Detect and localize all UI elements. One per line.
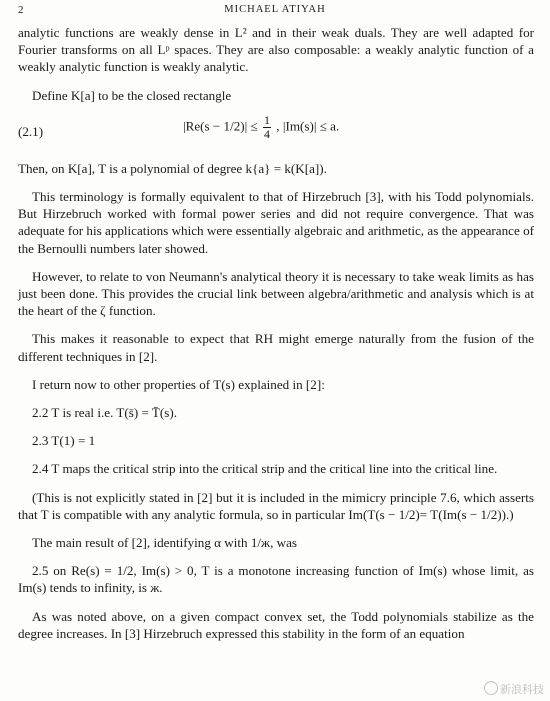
fraction-denominator: 4 xyxy=(264,126,271,141)
watermark-text: 新浪科技 xyxy=(500,683,544,696)
page-body xyxy=(18,24,534,642)
paragraph-mimicry-principle: (This is not explicitly stated in [2] but it is included in the mimicry principle 7.6, which asserts that T is compatible with any analytic formula, so in particular Im(T(s − 1/2)= T(Im(s − 1/2)).) xyxy=(18,489,534,522)
page-number: 2 xyxy=(18,4,24,16)
equation-2-1 xyxy=(18,114,534,150)
paragraph-main-result: The main result of [2], identifying α with 1/ж, was xyxy=(32,535,298,551)
paragraph-define-rectangle: Define K[a] to be the closed rectangle xyxy=(32,87,232,103)
paragraph-other-properties: I return now to other properties of T(s) explained in [2]: xyxy=(32,376,325,392)
equation-fraction xyxy=(263,114,271,141)
property-2-5: 2.5 on Re(s) = 1/2, Im(s) > 0, T is a monotone increasing function of Im(s) whose limit, as Im(s) tends to infinity, is ж. xyxy=(18,563,534,596)
equation-left: |Re(s − 1/2)| ≤ xyxy=(183,118,258,134)
property-2-4: 2.4 T maps the critical strip into the critical strip and the critical line into the critical line. xyxy=(32,461,498,477)
fraction-numerator: 1 xyxy=(264,112,271,127)
property-2-2: 2.2 T is real i.e. T(s̄) = T̄(s). xyxy=(32,405,177,421)
running-head: MICHAEL ATIYAH xyxy=(224,4,326,15)
page-header xyxy=(18,4,532,20)
paragraph-von-neumann: However, to relate to von Neumann's analytical theory it is necessary to take weak limits as has just been done. This provides the crucial link between algebra/arithmetic and analysis which is at the heart of the ζ function. xyxy=(18,268,534,319)
property-2-3: 2.3 T(1) = 1 xyxy=(32,433,96,449)
paragraph-polynomial-degree: Then, on K[a], T is a polynomial of degree k{a} = k(K[a]). xyxy=(18,160,327,176)
paragraph-todd-stabilize: As was noted above, on a given compact convex set, the Todd polynomials stabilize as the degree increases. In [3] Hirzebruch expressed this stability in the form of an equation xyxy=(18,608,534,641)
equation-body xyxy=(183,114,339,141)
paragraph-rh-emerge: This makes it reasonable to expect that RH might emerge naturally from the fusion of the different techniques in [2]. xyxy=(18,331,534,364)
paragraph-analytic-functions: analytic functions are weakly dense in L² and in their weak duals. They are well adapted for Fourier transforms on all Lᵖ spaces. They are also composable: a weakly analytic function of a weakly analytic function is weakly analytic. xyxy=(18,25,534,75)
equation-number: (2.1) xyxy=(18,123,44,139)
equation-right: , |Im(s)| ≤ a. xyxy=(276,118,340,134)
watermark-logo-icon xyxy=(484,681,498,695)
paragraph-hirzebruch: This terminology is formally equivalent to that of Hirzebruch [3], with his Todd polynomials. But Hirzebruch worked with formal power series and did not require convergence. That was adequate for his applications which were essentially algebraic and arithmetic, as the appearance of the Bernoulli numbers later showed. xyxy=(18,189,534,256)
watermark xyxy=(484,681,544,697)
